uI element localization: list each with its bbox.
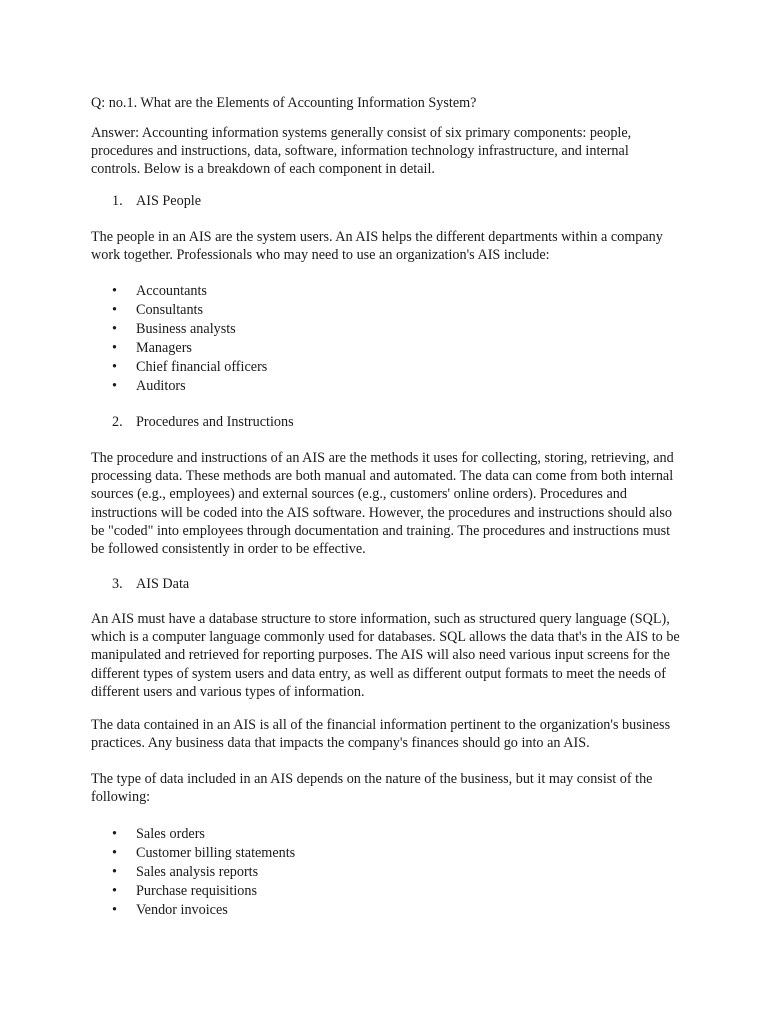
bullet-icon: • xyxy=(112,283,117,299)
list-item: • Customer billing statements xyxy=(112,845,296,861)
list-item: • Auditors xyxy=(112,378,186,394)
bullet-icon: • xyxy=(112,902,117,918)
bullet-icon: • xyxy=(112,378,117,394)
procedures-paragraph: The procedure and instructions of an AIS are the methods it uses for collecting, storing, retrieving, and processing data. These methods are both manual and automated. The data can come from both internal sources (e.g., employees) and external sources (e.g., customers' online orders). Procedures and instructions will be coded into the AIS software. However, the procedures and instructions should also be "coded" into employees through documentation and training. The procedures and instructions must be followed consistently in order to be effective. xyxy=(91,450,674,558)
section-title: AIS People xyxy=(136,193,202,209)
list-item: • Chief financial officers xyxy=(112,359,268,375)
bullet-icon: • xyxy=(112,864,117,880)
section-heading-ais-data xyxy=(112,575,189,593)
bullet-icon: • xyxy=(112,340,117,356)
list-item: • Accountants xyxy=(112,283,207,299)
ais-data-types-paragraph: The type of data included in an AIS depends on the nature of the business, but it may consist of the following: xyxy=(91,771,653,806)
section-heading-procedures xyxy=(112,413,294,431)
list-item: • Managers xyxy=(112,340,192,356)
list-item: • Vendor invoices xyxy=(112,902,228,918)
section-title: Procedures and Instructions xyxy=(136,414,294,430)
list-item: • Consultants xyxy=(112,302,204,318)
section-number: 3. xyxy=(112,576,123,592)
ais-people-paragraph: The people in an AIS are the system users. An AIS helps the different departments within a company work together. Professionals who may need to use an organization's AIS include: xyxy=(91,229,663,264)
bullet-icon: • xyxy=(112,826,117,842)
bullet-icon: • xyxy=(112,883,117,899)
ais-data-list xyxy=(112,825,295,920)
section-heading-ais-people xyxy=(112,192,201,210)
list-item: • Sales analysis reports xyxy=(112,864,259,880)
section-number: 1. xyxy=(112,193,123,209)
list-item: • Business analysts xyxy=(112,321,236,337)
section-number: 2. xyxy=(112,414,123,430)
ais-users-list xyxy=(112,282,267,396)
ais-data-paragraph: An AIS must have a database structure to store information, such as structured query language (SQL), which is a computer language commonly used for databases. SQL allows the data that's in the AIS to be manipulated and retrieved for reporting purposes. The AIS will also need various input screens for the different types of system users and data entry, as well as different output formats to meet the needs of different users and various types of information. xyxy=(91,611,680,700)
question-heading: Q: no.1. What are the Elements of Accounting Information System? xyxy=(91,95,477,111)
list-item: • Sales orders xyxy=(112,826,205,842)
answer-intro-paragraph: Answer: Accounting information systems generally consist of six primary components: people, procedures and instructions, data, software, information technology infrastructure, and internal controls. Below is a breakdown of each component in detail. xyxy=(91,125,632,178)
ais-data-financial-paragraph: The data contained in an AIS is all of the financial information pertinent to the organization's business practices. Any business data that impacts the company's finances should go into an AIS. xyxy=(91,717,671,752)
bullet-icon: • xyxy=(112,321,117,337)
bullet-icon: • xyxy=(112,845,117,861)
bullet-icon: • xyxy=(112,359,117,375)
list-item: • Purchase requisitions xyxy=(112,883,257,899)
bullet-icon: • xyxy=(112,302,117,318)
section-title: AIS Data xyxy=(136,576,190,592)
